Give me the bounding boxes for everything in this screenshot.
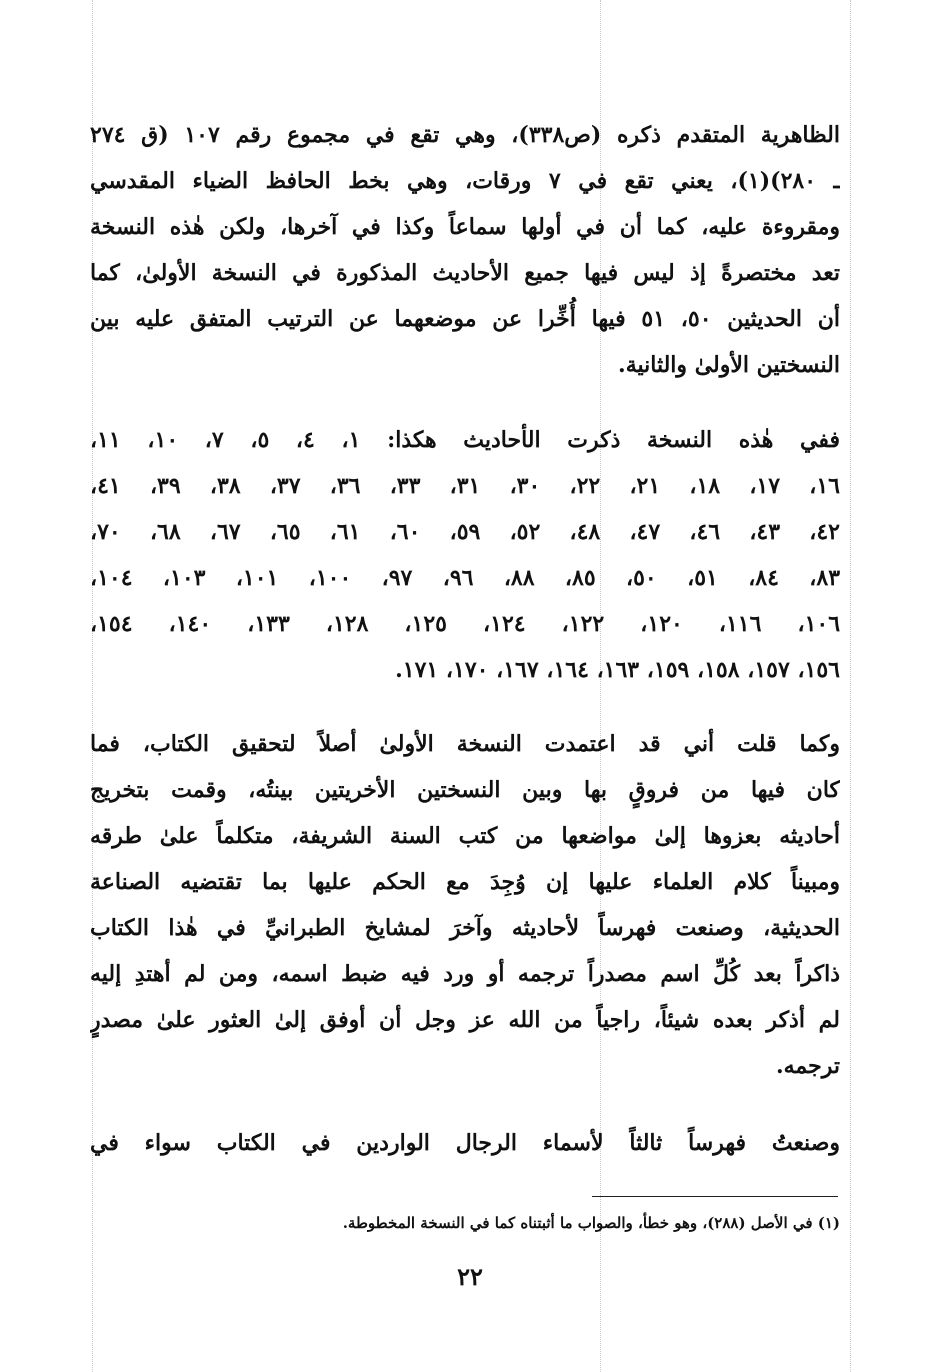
paragraph-index-note <box>90 1120 840 1166</box>
scan-guide-line <box>850 0 851 1372</box>
paragraph-methodology <box>90 721 840 1089</box>
text-line: لم أذكر بعده شيئاً، راجياً من الله عز وجل أن أوفق إلىٰ العثور علىٰ مصدرٍ <box>90 1007 840 1033</box>
text-line: ١٠٦، ١١٦، ١٢٠، ١٢٢، ١٢٤، ١٢٥، ١٢٨، ١٣٣، ١٤٠، ١٥٤، <box>90 611 840 637</box>
text-line: ١٦، ١٧، ١٨، ٢١، ٢٢، ٣٠، ٣١، ٣٣، ٣٦، ٣٧، ٣٨، ٣٩، ٤١، <box>90 473 840 499</box>
text-line: ففي هٰذه النسخة ذكرت الأحاديث هكذا: ١، ٤، ٥، ٧، ١٠، ١١، <box>90 427 840 453</box>
text-line: ٤٢، ٤٣، ٤٦، ٤٧، ٤٨، ٥٢، ٥٩، ٦٠، ٦١، ٦٥، ٦٧، ٦٨، ٧٠، <box>90 519 840 545</box>
text-line: ـ ٢٨٠)(١)، يعني تقع في ٧ ورقات، وهي بخط الحافظ الضياء المقدسي <box>90 168 840 194</box>
text-line: النسختين الأولىٰ والثانية. <box>618 352 840 378</box>
text-line: ومبيناً كلام العلماء عليها إن وُجِدَ مع الحكم عليها بما تقتضيه الصناعة <box>90 869 840 895</box>
text-line: الظاهرية المتقدم ذكره (ص٣٣٨)، وهي تقع في مجموع رقم ١٠٧ (ق ٢٧٤ <box>90 122 840 148</box>
text-line: ٨٣، ٨٤، ٥١، ٥٠، ٨٥، ٨٨، ٩٦، ٩٧، ١٠٠، ١٠١، ١٠٣، ١٠٤، <box>90 565 840 591</box>
footnote-divider <box>592 1196 838 1197</box>
text-line: ترجمه. <box>775 1053 840 1079</box>
text-line: وكما قلت أني قد اعتمدت النسخة الأولىٰ أصلاً لتحقيق الكتاب، فما <box>90 731 840 757</box>
text-line: كان فيها من فروقٍ بها وبين النسختين الأخريتين بينتُه، وقمت بتخريج <box>90 777 840 803</box>
text-line: أحاديثه بعزوها إلىٰ مواضعها من كتب السنة الشريفة، متكلماً علىٰ طرقه <box>90 823 840 849</box>
text-line: تعد مختصرةً إذ ليس فيها جميع الأحاديث المذكورة في النسخة الأولىٰ، كما <box>90 260 840 286</box>
text-line: ١٥٦، ١٥٧، ١٥٨، ١٥٩، ١٦٣، ١٦٤، ١٦٧، ١٧٠، ١٧١. <box>395 657 840 683</box>
text-line: وصنعتُ فهرساً ثالثاً لأسماء الرجال الواردين في الكتاب سواء في <box>90 1130 840 1156</box>
text-line: أن الحديثين ٥٠، ٥١ فيها أُخِّرا عن موضعهما عن الترتيب المتفق عليه بين <box>90 306 840 332</box>
paragraph-manuscript-description <box>90 112 840 388</box>
page-number: ٢٢ <box>457 1262 483 1291</box>
text-line: ذاكراً بعد كُلِّ اسم مصدراً ترجمه أو ورد فيه ضبط اسمه، ومن لم أهتدِ إليه <box>90 961 840 987</box>
paragraph-hadith-list <box>90 417 840 693</box>
text-line: ومقروءة عليه، كما أن في أولها سماعاً وكذا في آخرها، ولكن هٰذه النسخة <box>90 214 840 240</box>
text-line: الحديثية، وصنعت فهرساً لأحاديثه وآخرَ لمشايخ الطبرانيِّ في هٰذا الكتاب <box>90 915 840 941</box>
footnote: (١) في الأصل (٢٨٨)، وهو خطأ، والصواب ما أثبتناه كما في النسخة المخطوطة. <box>342 1214 840 1232</box>
